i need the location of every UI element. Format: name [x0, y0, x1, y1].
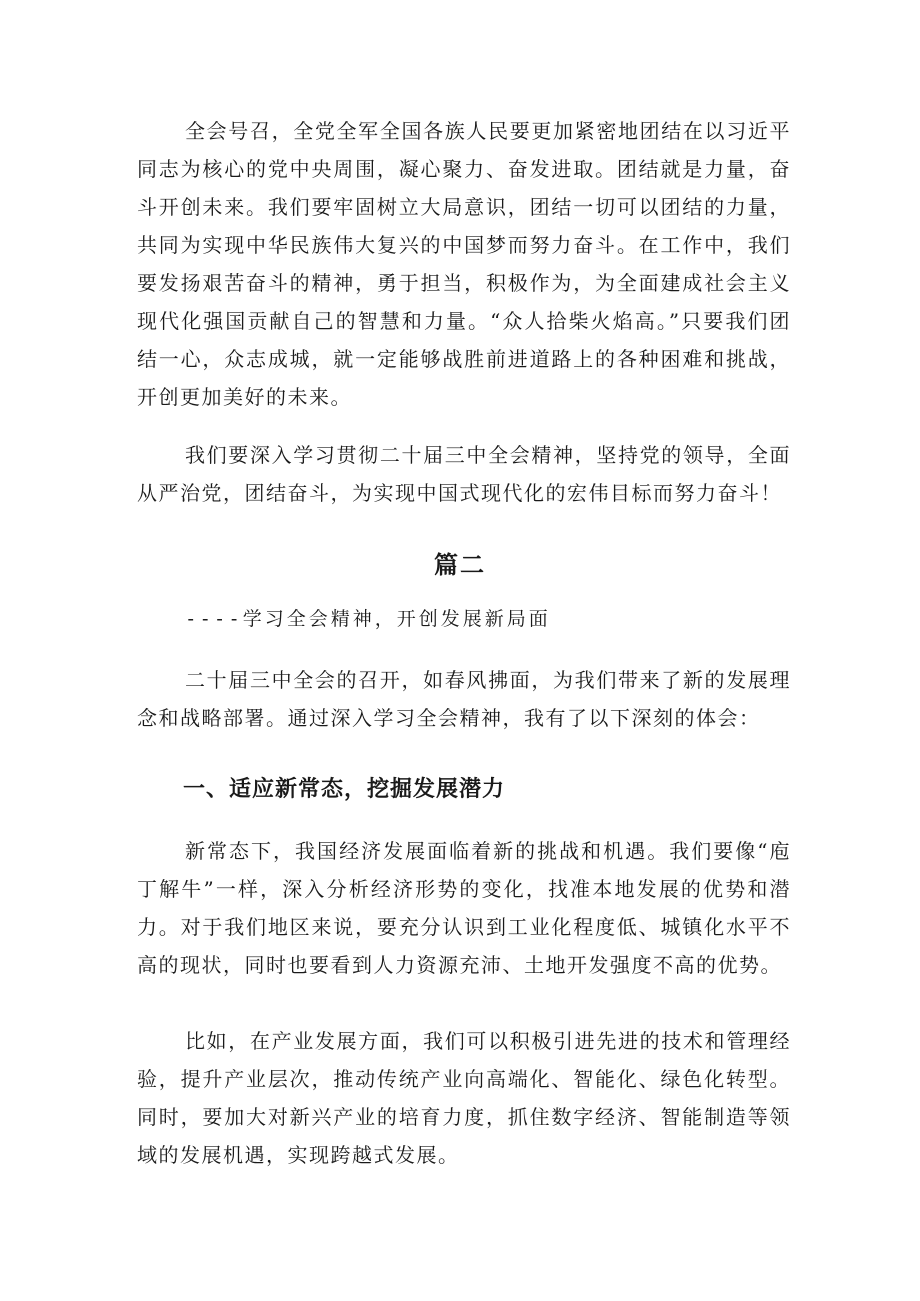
section-heading-1: 一、适应新常态，挖掘发展潜力 — [183, 777, 506, 802]
paragraph-new-normal: 新常态下，我国经济发展面临着新的挑战和机遇。我们要像“庖丁解牛”一样，深入分析经济形势的变化，找准本地发展的优势和潜力。对于我们地区来说，要充分认识到工业化程度低、城镇化水平不高的现状，同时也要看到人力资源充沛、土地开发强度不高的优势。 — [137, 839, 791, 977]
chapter-title: 篇二 — [434, 551, 486, 579]
paragraph-plenary-intro: 二十届三中全会的召开，如春风拂面，为我们带来了新的发展理念和战略部署。通过深入学习全会精神，我有了以下深刻的体会： — [137, 668, 791, 730]
paragraph-study-spirit: 我们要深入学习贯彻二十届三中全会精神，坚持党的领导，全面从严治党，团结奋斗，为实现中国式现代化的宏伟目标而努力奋斗！ — [137, 443, 791, 505]
paragraph-industry-development: 比如，在产业发展方面，我们可以积极引进先进的技术和管理经验，提升产业层次，推动传统产业向高端化、智能化、绿色化转型。同时，要加大对新兴产业的培育力度，抓住数字经济、智能制造等领域的发展机遇，实现跨越式发展。 — [137, 1029, 791, 1167]
chapter-subtitle: ----学习全会精神，开创发展新局面 — [185, 608, 551, 630]
paragraph-unity-call: 全会号召，全党全军全国各族人民要更加紧密地团结在以习近平同志为核心的党中央周围，凝心聚力、奋发进取。团结就是力量，奋斗开创未来。我们要牢固树立大局意识，团结一切可以团结的力量，共同为实现中华民族伟大复兴的中国梦而努力奋斗。在工作中，我们要发扬艰苦奋斗的精神，勇于担当，积极作为，为全面建成社会主义现代化强国贡献自己的智慧和力量。“众人拾柴火焰高。”只要我们团结一心，众志成城，就一定能够战胜前进道路上的各种困难和挑战，开创更加美好的未来。 — [137, 119, 791, 409]
